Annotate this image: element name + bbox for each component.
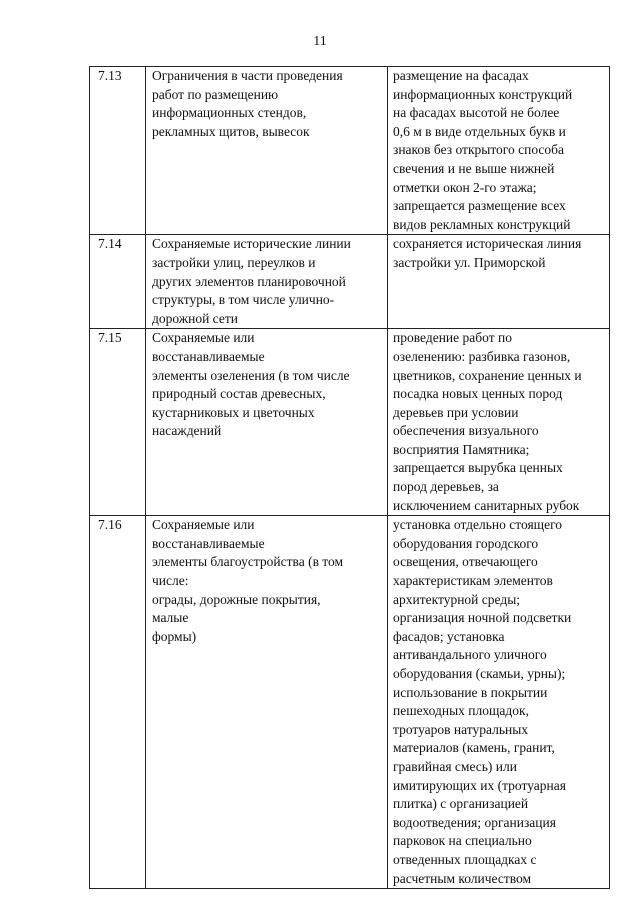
row-number-cell: [90, 329, 146, 516]
table-row: [90, 516, 610, 889]
table-row: [90, 235, 610, 329]
subject-cell: [146, 235, 388, 329]
requirements-cell: [388, 67, 610, 235]
requirements-cell: [388, 329, 610, 516]
requirements-text: размещение на фасадах информационных конструкций на фасадах высотой не более 0,6 м в виде отдельных букв и знаков без открытого способа свечения и не выше нижней отметки окон 2-го этажа; запрещается размещение всех видов рекламных конструкций: [393, 68, 573, 232]
subject-text: Ограничения в части проведения работ по размещению информационных стендов, рекламных щитов, вывесок: [152, 68, 343, 139]
table-row: [90, 67, 610, 235]
table-row: [90, 329, 610, 516]
subject-cell: [146, 516, 388, 889]
document-table: [89, 66, 610, 889]
requirements-text: установка отдельно стоящего оборудования городского освещения, отвечающего характеристикам элементов архитектурной среды; организация ночной подсветки фасадов; установка антивандального уличного оборудования (скамьи, урны); использование в покрытии пешеходных площадок, тротуаров натуральных материалов (камень, гранит, гравийная смесь) или имитирующих их (тротуарная плитка) с организацией водоотведения; организация парковок на специально отведенных площадках с расчетным количеством: [393, 517, 572, 886]
subject-cell: [146, 67, 388, 235]
row-number-cell: [90, 516, 146, 889]
page-number: 11: [313, 34, 327, 49]
subject-text: Сохраняемые или восстанавливаемые элементы озеленения (в том числе природный состав древесных, кустарниковых и цветочных насаждений: [152, 330, 350, 439]
row-number: 7.16: [98, 517, 122, 533]
subject-text: Сохраняемые исторические линии застройки улиц, переулков и других элементов планировочной структуры, в том числе улично- дорожной сети: [152, 236, 351, 326]
requirements-cell: [388, 235, 610, 329]
subject-text: Сохраняемые или восстанавливаемые элементы благоустройства (в том числе: ограды, дорожные покрытия, малые формы): [152, 517, 344, 644]
row-number: 7.14: [98, 236, 122, 252]
row-number-cell: [90, 235, 146, 329]
requirements-text: сохраняется историческая линия застройки ул. Приморской: [393, 236, 582, 270]
subject-cell: [146, 329, 388, 516]
requirements-text: проведение работ по озеленению: разбивка газонов, цветников, сохранение ценных и посадка новых ценных пород деревьев при условии обеспечения визуального восприятия Памятника; запрещается вырубка ценных пород деревьев, за исключением санитарных рубок: [393, 330, 582, 513]
row-number-cell: [90, 67, 146, 235]
row-number: 7.15: [98, 330, 122, 346]
row-number: 7.13: [98, 68, 122, 83]
requirements-cell: [388, 516, 610, 889]
